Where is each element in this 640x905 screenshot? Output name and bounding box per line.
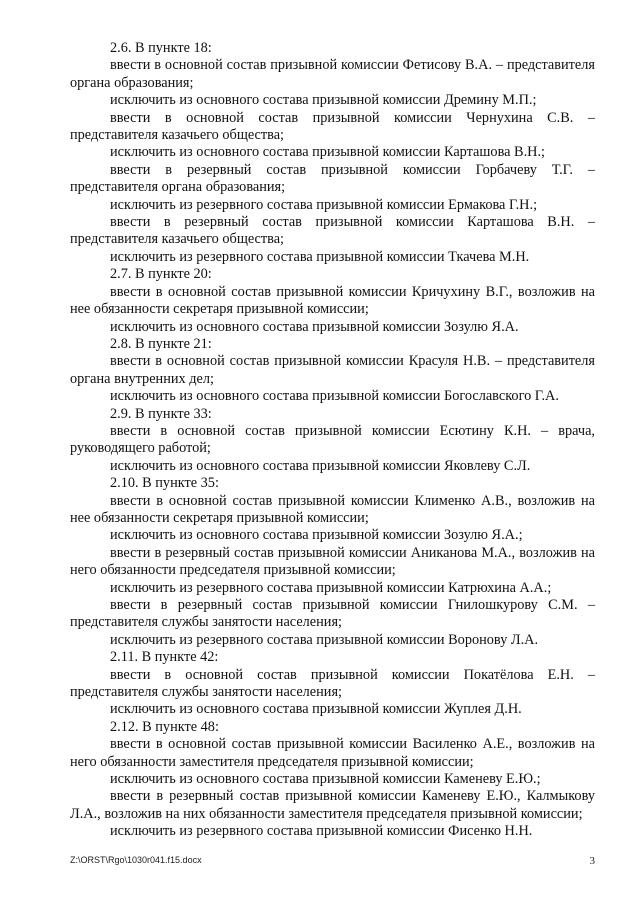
- section-heading: 2.11. В пункте 42:: [110, 649, 219, 666]
- paragraph: ввести в основной состав призывной комиссии Кричухину В.Г., возложив на нее обязанности секретаря призывной комиссии;: [70, 283, 595, 318]
- paragraph: исключить из основного состава призывной комиссии Яковлеву С.Л.: [110, 457, 531, 474]
- paragraph: исключить из резервного состава призывной комиссии Фисенко Н.Н.: [110, 823, 533, 840]
- section-heading: 2.9. В пункте 33:: [110, 405, 212, 422]
- paragraph: ввести в резервный состав призывной комиссии Аниканова М.А., возложив на него обязанности председателя призывной комиссии;: [70, 544, 595, 579]
- paragraph: исключить из основного состава призывной комиссии Зозулю Я.А.: [110, 318, 519, 335]
- paragraph: ввести в основной состав призывной комиссии Фетисову В.А. – представителя органа образования;: [70, 57, 595, 91]
- paragraph: ввести в резервный состав призывной комиссии Горбачеву Т.Г. – представителя органа образования;: [70, 161, 595, 196]
- paragraph: исключить из резервного состава призывной комиссии Ткачева М.Н.: [110, 248, 530, 265]
- paragraph: исключить из основного состава призывной комиссии Зозулю Я.А.;: [110, 527, 523, 544]
- section-heading: 2.7. В пункте 20:: [110, 266, 212, 283]
- section-heading: 2.12. В пункте 48:: [110, 718, 219, 735]
- paragraph: ввести в основной состав призывной комиссии Клименко А.В., возложив на нее обязанности секретаря призывной комиссии;: [70, 492, 595, 526]
- section-heading: 2.6. В пункте 18:: [110, 40, 212, 56]
- paragraph: исключить из основного состава призывной комиссии Богославского Г.А.: [110, 388, 559, 405]
- file-path: Z:\ORST\Rgo\1030r041.f15.docx: [70, 855, 202, 865]
- page-footer: [70, 855, 595, 865]
- paragraph: исключить из основного состава призывной комиссии Каменеву Е.Ю.;: [110, 771, 541, 788]
- paragraph: ввести в основной состав призывной комиссии Красуля Н.В. – представителя органа внутренних дел;: [70, 353, 595, 387]
- section-heading: 2.8. В пункте 21:: [110, 335, 212, 352]
- paragraph: ввести в резервный состав призывной комиссии Гнилошкурову С.М. – представителя службы занятости населения;: [70, 597, 595, 631]
- paragraph: ввести в основной состав призывной комиссии Покатёлова Е.Н. – представителя службы занятости населения;: [70, 666, 595, 701]
- section-heading: 2.10. В пункте 35:: [110, 475, 219, 492]
- paragraph: ввести в основной состав призывной комиссии Есютину К.Н. – врача, руководящего работой;: [70, 422, 595, 457]
- paragraph: исключить из основного состава призывной комиссии Жуплея Д.Н.: [110, 701, 522, 718]
- paragraph: исключить из основного состава призывной комиссии Дремину М.П.;: [110, 92, 537, 109]
- page-number: 3: [589, 855, 595, 867]
- paragraph: ввести в резервный состав призывной комиссии Карташова В.Н. – представителя казачьего общества;: [70, 214, 595, 248]
- paragraph: исключить из резервного состава призывной комиссии Ермакова Г.Н.;: [110, 196, 538, 213]
- paragraph: исключить из резервного состава призывной комиссии Катрюхина А.А.;: [110, 579, 552, 596]
- paragraph: ввести в основной состав призывной комиссии Чернухина С.В. – представителя казачьего общества;: [70, 109, 595, 144]
- paragraph: исключить из резервного состава призывной комиссии Воронову Л.А.: [110, 631, 539, 648]
- paragraph: ввести в резервный состав призывной комиссии Каменеву Е.Ю., Калмыкову Л.А., возложив на них обязанности заместителя председателя призывной комиссии;: [70, 788, 595, 822]
- document-body: [70, 40, 595, 841]
- paragraph: исключить из основного состава призывной комиссии Карташова В.Н.;: [110, 144, 546, 161]
- paragraph: ввести в основной состав призывной комиссии Василенко А.Е., возложив на него обязанности заместителя председателя призывной комиссии;: [70, 736, 595, 770]
